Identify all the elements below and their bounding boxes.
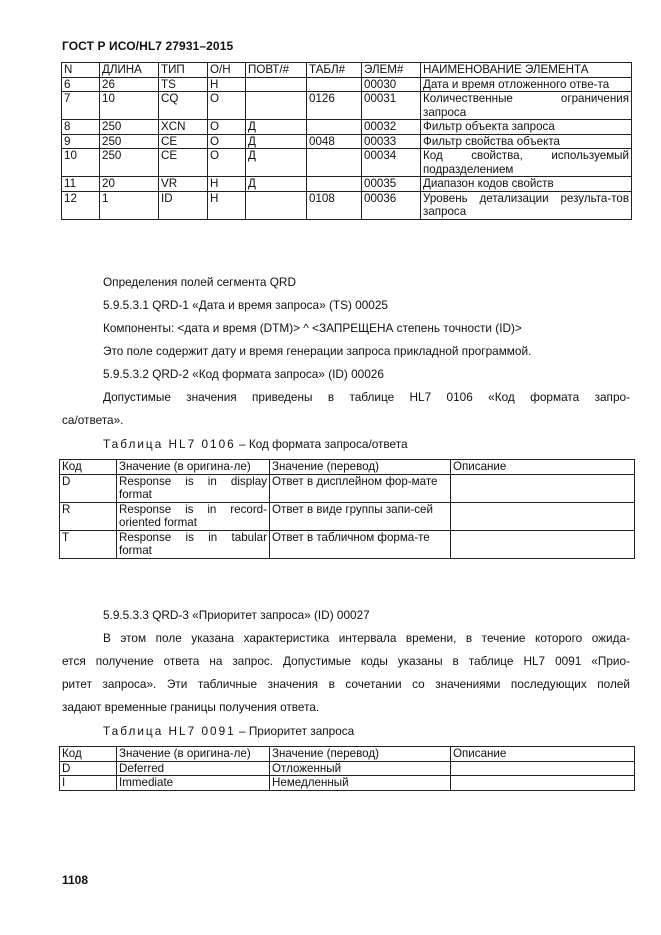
table-cell: Д [246, 134, 307, 149]
table-cell: Д [246, 120, 307, 135]
table-cell: 00031 [362, 92, 421, 120]
qrd3-description-line1: В этом поле указана характеристика интервала времени, в течение которого ожида- [103, 631, 630, 645]
table-cell: Н [208, 77, 246, 92]
table-cell: Немедленный [270, 776, 451, 791]
table-cell: VR [159, 177, 208, 192]
table-0106-caption-title: – Код формата запроса/ответа [235, 437, 408, 451]
column-header: Код [60, 460, 117, 475]
table-cell: Deferred [117, 761, 270, 776]
table-cell: Д [246, 149, 307, 177]
table-row [62, 120, 632, 135]
table-cell: 00035 [362, 177, 421, 192]
table-cell: I [60, 776, 117, 791]
table-cell: Дата и время отложенного отве-та [421, 77, 632, 92]
qrd-definitions-heading: Определения полей сегмента QRD [103, 275, 296, 289]
table-row [62, 191, 632, 219]
table-cell: Уровень детализации результа-тов запроса [421, 191, 632, 219]
table-cell: Н [208, 191, 246, 219]
qrd3-description-line3: ритет запроса». Эти табличные значения в сочетании со значениями последующих полей [62, 677, 630, 691]
table-cell: Ответ в дисплейном фор-мате [270, 474, 451, 502]
table-cell: 0108 [307, 191, 362, 219]
table-row [62, 134, 632, 149]
column-header: Описание [451, 460, 635, 475]
table-cell: 250 [100, 149, 159, 177]
column-header: Значение (перевод) [270, 747, 451, 762]
table-cell: 00036 [362, 191, 421, 219]
table-row [62, 77, 632, 92]
table-cell: 8 [62, 120, 100, 135]
field-qrd3-heading: 5.9.5.3.3 QRD-3 «Приоритет запроса» (ID) 00027 [103, 608, 370, 622]
column-header: Значение (перевод) [270, 460, 451, 475]
table-cell: Количественные ограничения запроса [421, 92, 632, 120]
table-cell: CE [159, 134, 208, 149]
table-cell [246, 77, 307, 92]
table-0091-caption [103, 724, 354, 738]
table-cell: D [60, 761, 117, 776]
table-cell: 10 [62, 149, 100, 177]
table-cell: R [60, 502, 117, 530]
table-cell: 00034 [362, 149, 421, 177]
table-cell: Фильтр свойства объекта [421, 134, 632, 149]
column-header: Значение (в оригина-ле) [117, 747, 270, 762]
column-header: ТАБЛ# [307, 63, 362, 78]
table-row [62, 92, 632, 120]
column-header: N [62, 63, 100, 78]
table-cell: О [208, 92, 246, 120]
table-cell [451, 502, 635, 530]
table-cell: О [208, 134, 246, 149]
document-header: ГОСТ Р ИСО/HL7 27931–2015 [62, 39, 234, 53]
table-cell [246, 191, 307, 219]
table-row [60, 502, 635, 530]
table-cell: 0048 [307, 134, 362, 149]
table-cell: 0126 [307, 92, 362, 120]
table-cell [246, 92, 307, 120]
table-cell: Отложенный [270, 761, 451, 776]
table-cell: 9 [62, 134, 100, 149]
field-qrd1-heading: 5.9.5.3.1 QRD-1 «Дата и время запроса» (TS) 00025 [103, 298, 388, 312]
table-0091-caption-label: Таблица HL7 0091 [103, 724, 236, 738]
table-cell: 12 [62, 191, 100, 219]
table-cell: 250 [100, 134, 159, 149]
table-cell [451, 776, 635, 791]
table-cell: Ответ в табличном форма-те [270, 530, 451, 558]
table-cell [307, 120, 362, 135]
qrd2-description-line2: са/ответа». [62, 413, 124, 427]
table-cell: 00033 [362, 134, 421, 149]
table-cell: 00030 [362, 77, 421, 92]
table-cell [451, 474, 635, 502]
table-cell: XCN [159, 120, 208, 135]
table-cell: О [208, 149, 246, 177]
table-cell: Response is in display format [117, 474, 270, 502]
table-cell: 00032 [362, 120, 421, 135]
table-cell: T [60, 530, 117, 558]
table-cell: D [60, 474, 117, 502]
column-header: Описание [451, 747, 635, 762]
page-number: 1108 [62, 873, 89, 887]
table-cell: Н [208, 177, 246, 192]
column-header: ПОВТ/# [246, 63, 307, 78]
column-header: Код [60, 747, 117, 762]
table-cell: Response is in tabular format [117, 530, 270, 558]
qrd3-description-line4: задают временные границы получения ответа. [62, 700, 320, 714]
table-cell: Ответ в виде группы запи-сей [270, 502, 451, 530]
table-cell: 250 [100, 120, 159, 135]
table-cell: 7 [62, 92, 100, 120]
table-cell: Immediate [117, 776, 270, 791]
table-cell [307, 77, 362, 92]
column-header: О/Н [208, 63, 246, 78]
table-cell: Response is in record-oriented format [117, 502, 270, 530]
table-cell: 6 [62, 77, 100, 92]
table-hl7-0106 [59, 459, 635, 559]
qrd1-description: Это поле содержит дату и время генерации запроса прикладной программой. [103, 344, 532, 358]
table-0091-caption-title: – Приоритет запроса [235, 724, 355, 738]
table-cell: Код свойства, используемый подразделением [421, 149, 632, 177]
column-header: Значение (в оригина-ле) [117, 460, 270, 475]
table-cell: О [208, 120, 246, 135]
table-row [62, 149, 632, 177]
table-cell [451, 761, 635, 776]
column-header: ДЛИНА [100, 63, 159, 78]
table-row [60, 776, 635, 791]
table-row [62, 177, 632, 192]
column-header: ЭЛЕМ# [362, 63, 421, 78]
table-cell: Фильтр объекта запроса [421, 120, 632, 135]
table-row [60, 474, 635, 502]
table-cell [451, 530, 635, 558]
table-cell [307, 149, 362, 177]
table-row [60, 761, 635, 776]
table-cell: 26 [100, 77, 159, 92]
table-row [60, 530, 635, 558]
field-qrd2-heading: 5.9.5.3.2 QRD-2 «Код формата запроса» (ID) 00026 [103, 367, 384, 381]
table-cell: 1 [100, 191, 159, 219]
column-header: ТИП [159, 63, 208, 78]
table-cell: Диапазон кодов свойств [421, 177, 632, 192]
table-cell: ID [159, 191, 208, 219]
qrd2-description-line1: Допустимые значения приведены в таблице HL7 0106 «Код формата запро- [103, 390, 630, 404]
table-cell: TS [159, 77, 208, 92]
qrd-segment-table [61, 62, 632, 220]
table-hl7-0091 [59, 746, 635, 791]
table-cell: 20 [100, 177, 159, 192]
table-cell: 10 [100, 92, 159, 120]
table-0106-caption-label: Таблица HL7 0106 [103, 437, 236, 451]
table-cell: CQ [159, 92, 208, 120]
table-0106-caption [103, 437, 408, 451]
table-cell: Д [246, 177, 307, 192]
table-cell: CE [159, 149, 208, 177]
qrd1-components: Компоненты: <дата и время (DTM)> ^ <ЗАПРЕЩЕНА степень точности (ID)> [103, 321, 522, 335]
table-cell [307, 177, 362, 192]
column-header: НАИМЕНОВАНИЕ ЭЛЕМЕНТА [421, 63, 632, 78]
qrd3-description-line2: ется получение ответа на запрос. Допустимые коды указаны в таблице HL7 0091 «Прио- [62, 654, 630, 668]
table-cell: 11 [62, 177, 100, 192]
